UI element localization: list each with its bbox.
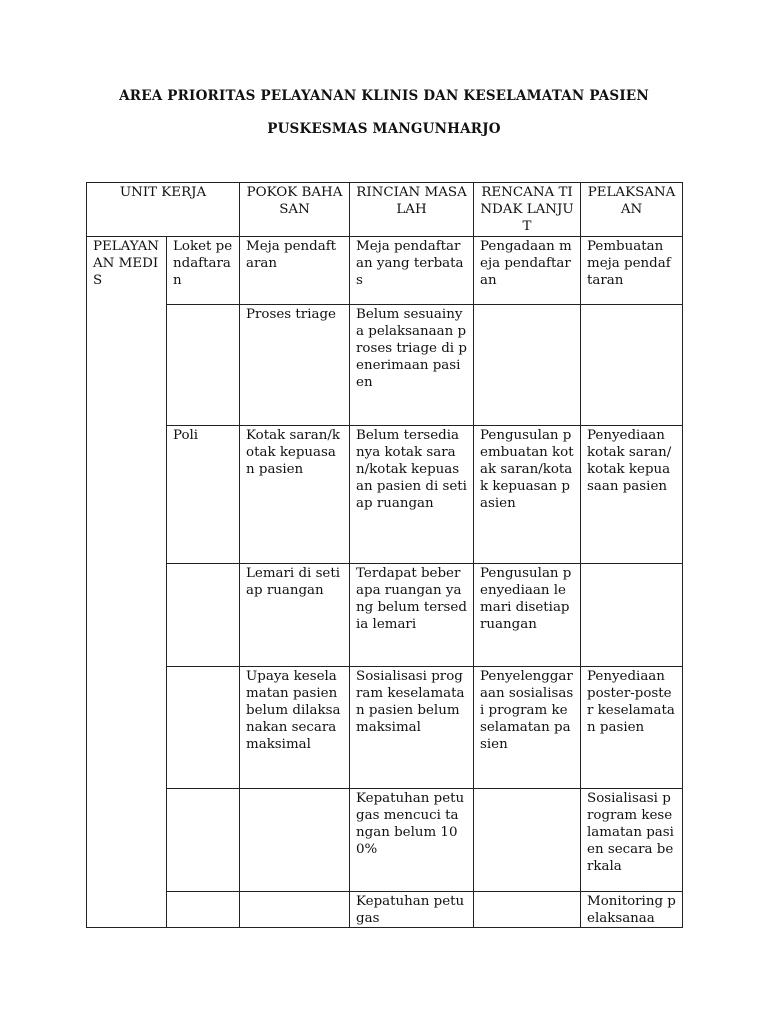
table-row — [87, 236, 683, 304]
table-row — [87, 563, 683, 666]
pelaksanaan-cell — [581, 563, 683, 666]
sub-unit-cell — [167, 304, 240, 425]
header-rincian-masalah: RINCIAN MASALAH — [350, 183, 474, 237]
sub-unit-cell: Poli — [167, 425, 240, 563]
rencana-cell: Pengusulan pembuatan kotak saran/kotak kepuasan pasien — [474, 425, 581, 563]
document-subtitle: PUSKESMAS MANGUNHARJO — [267, 121, 501, 137]
rincian-cell: Sosialisasi program keselamatan pasien belum maksimal — [350, 666, 474, 788]
pelaksanaan-cell: Monitoring pelaksanaa — [581, 891, 683, 927]
pokok-cell: Lemari di setiap ruangan — [240, 563, 350, 666]
document-title: AREA PRIORITAS PELAYANAN KLINIS DAN KESELAMATAN PASIEN — [119, 88, 649, 104]
group-pelayanan-medis: PELAYANAN MEDIS — [87, 236, 167, 927]
sub-unit-cell — [167, 563, 240, 666]
rencana-cell: Pengadaan meja pendaftaran — [474, 236, 581, 304]
table-row — [87, 304, 683, 425]
rencana-cell — [474, 304, 581, 425]
table-row — [87, 788, 683, 891]
rincian-cell: Kepatuhan petugas mencuci tangan belum 100% — [350, 788, 474, 891]
header-pelaksanaan: PELAKSANAAN — [581, 183, 683, 237]
pelaksanaan-cell: Pembuatan meja pendaftaran — [581, 236, 683, 304]
pokok-cell: Meja pendaftaran — [240, 236, 350, 304]
table-row — [87, 891, 683, 927]
sub-unit-cell — [167, 666, 240, 788]
priority-area-table — [86, 182, 683, 928]
pelaksanaan-cell: Penyediaan poster-poster keselamatan pasien — [581, 666, 683, 788]
table-header-row — [87, 183, 683, 237]
header-unit-kerja: UNIT KERJA — [87, 183, 240, 237]
rencana-cell — [474, 788, 581, 891]
rincian-cell: Kepatuhan petugas — [350, 891, 474, 927]
rencana-cell: Penyelenggaraan sosialisasi program keselamatan pasien — [474, 666, 581, 788]
pokok-cell: Kotak saran/kotak kepuasan pasien — [240, 425, 350, 563]
pelaksanaan-cell: Penyediaan kotak saran/kotak kepuasaan pasien — [581, 425, 683, 563]
rincian-cell: Belum sesuainya pelaksanaan proses triage di penerimaan pasien — [350, 304, 474, 425]
sub-unit-cell — [167, 891, 240, 927]
table-row — [87, 666, 683, 788]
rencana-cell: Pengusulan penyediaan lemari disetiap ruangan — [474, 563, 581, 666]
rincian-cell: Terdapat beberapa ruangan yang belum tersedia lemari — [350, 563, 474, 666]
table-row — [87, 425, 683, 563]
sub-unit-cell — [167, 788, 240, 891]
pokok-cell — [240, 891, 350, 927]
rincian-cell: Meja pendaftaran yang terbatas — [350, 236, 474, 304]
rencana-cell — [474, 891, 581, 927]
pokok-cell: Proses triage — [240, 304, 350, 425]
header-pokok-bahasan: POKOK BAHASAN — [240, 183, 350, 237]
pokok-cell — [240, 788, 350, 891]
pelaksanaan-cell — [581, 304, 683, 425]
rincian-cell: Belum tersedia nya kotak saran/kotak kepuasan pasien di setiap ruangan — [350, 425, 474, 563]
pelaksanaan-cell: Sosialisasi program keselamatan pasien secara berkala — [581, 788, 683, 891]
header-rencana-tindak-lanjut: RENCANA TINDAK LANJUT — [474, 183, 581, 237]
sub-unit-cell: Loket pendaftaran — [167, 236, 240, 304]
pokok-cell: Upaya keselamatan pasien belum dilaksanakan secara maksimal — [240, 666, 350, 788]
